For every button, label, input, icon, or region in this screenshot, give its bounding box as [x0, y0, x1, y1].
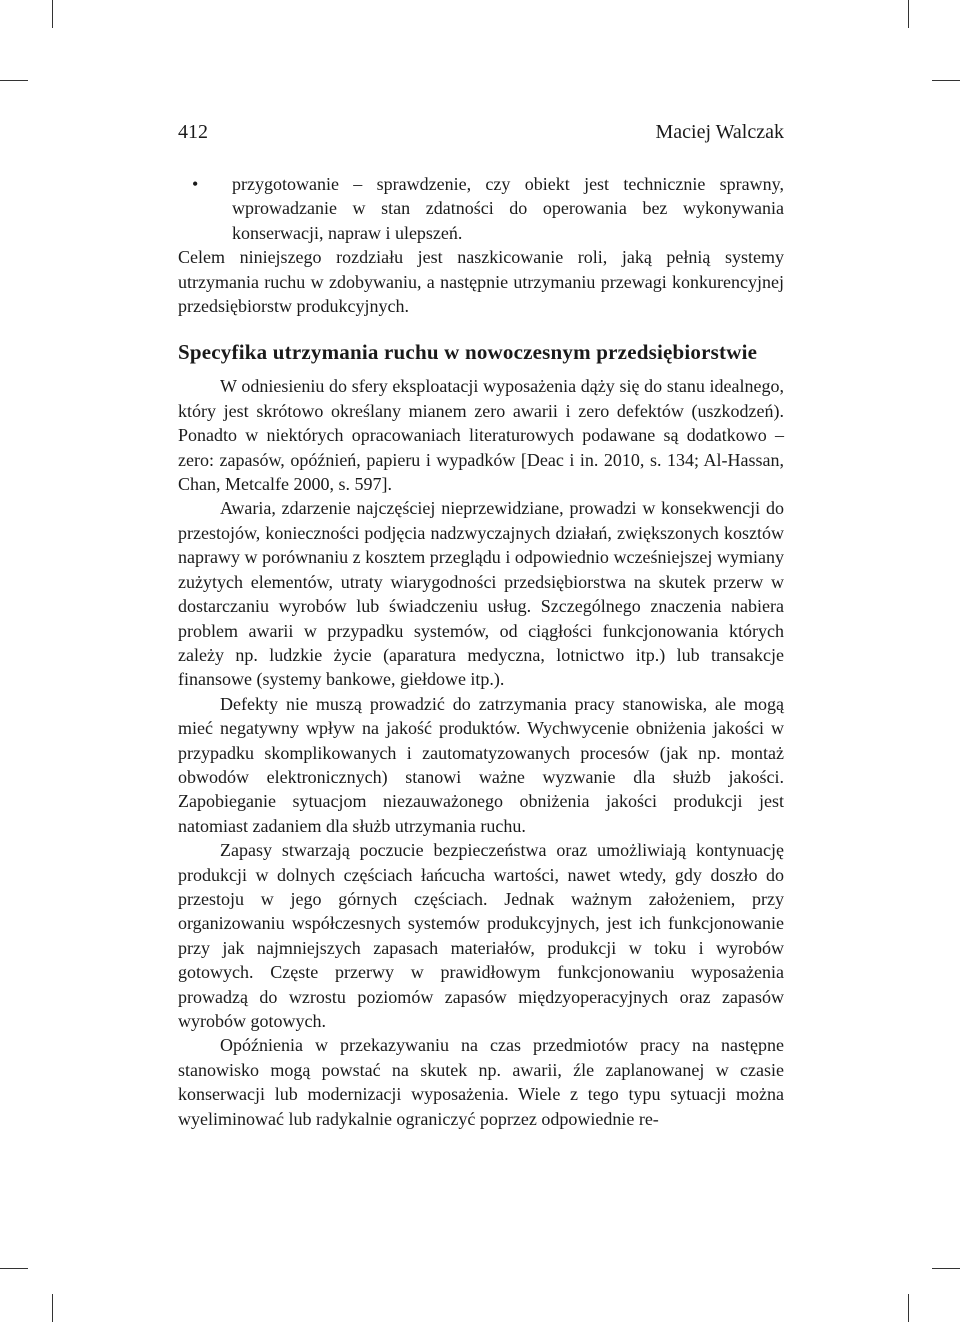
crop-mark-bottom-right — [908, 1294, 909, 1322]
running-header — [178, 121, 784, 147]
list-item-text: przygotowanie – sprawdzenie, czy obiekt jest technicznie sprawny, wprowadzanie w stan zdatności do operowania bez wykonywania konserwacji, napraw i ulepszeń. — [232, 174, 784, 243]
body-paragraph: Awaria, zdarzenie najczęściej nieprzewidziane, prowadzi w konsekwencji do przestojów, konieczności podjęcia nadzwyczajnych działań, zwiększonych kosztów naprawy w porównaniu z kosztem przeglądu i odpowiednio wcześniejszej wymiany zużytych elementów, utraty wiarygodności przedsiębiorstwa na skutek przerw w dostarczaniu wyrobów lub świadczeniu usług. Szczególnego znaczenia nabiera problem awarii w przypadku systemów, od ciągłości funkcjonowania których zależy np. ludzkie życie (aparatura medyczna, lotnictwo itp.) lub transakcje finansowe (systemy bankowe, giełdowe itp.). — [178, 498, 784, 690]
crop-mark-top-left-horizontal — [0, 80, 28, 81]
bullet-list — [178, 172, 784, 245]
body-paragraph: Defekty nie muszą prowadzić do zatrzymania pracy stanowiska, ale mogą mieć negatywny wpływ na jakość produktów. Wychwycenie obniżenia jakości w przypadku skomplikowanych i zautomatyzowanych procesów (jak np. montaż obwodów elektronicznych) stanowi ważne wyzwanie dla służb jakości. Zapobieganie sytuacjom niezauważonego obniżenia jakości produkcji jest natomiast zadaniem dla służb utrzymania ruchu. — [178, 693, 784, 836]
list-item — [178, 172, 784, 245]
page-body — [178, 172, 784, 1131]
body-paragraph: Opóźnienia w przekazywaniu na czas przedmiotów pracy na następne stanowisko mogą powstać na skutek np. awarii, źle zaplanowanej w czasie konserwacji lub modernizacji wyposażenia. Wiele z tego typu sytuacji można wyeliminować lub radykalnie ograniczyć poprzez odpowiednie re- — [178, 1035, 784, 1129]
body-paragraph: Zapasy stwarzają poczucie bezpieczeństwa oraz umożliwiają kontynuację produkcji w dolnych częściach łańcucha wartości, nawet wtedy, gdy doszło do przestoju w jego górnych częściach. Jednak ważnym założeniem, przy organizowaniu współczesnych systemów produkcyjnych, jest ich funkcjonowanie przy jak najmniejszych zapasach materiałów, produkcji w toku i wyrobów gotowych. Częste przerwy w prawidłowym funkcjonowaniu wyposażenia prowadzą do wzrostu poziomów zapasów międzyoperacyjnych oraz zapasów wyrobów gotowych. — [178, 840, 784, 1031]
crop-mark-bottom-right-horizontal — [932, 1268, 960, 1269]
page-number: 412 — [178, 121, 208, 143]
crop-mark-bottom-left — [52, 1294, 53, 1322]
crop-mark-top-right — [908, 0, 909, 28]
crop-mark-bottom-left-horizontal — [0, 1268, 28, 1269]
body-paragraph: W odniesieniu do sfery eksploatacji wyposażenia dąży się do stanu idealnego, który jest skrótowo określany mianem zero awarii i zero defektów (uszkodzeń). Ponadto w niektórych opracowaniach literaturowych podawane są dodatkowo – zero: zapasów, opóźnień, papieru i wypadków [Deac i in. 2010, s. 134; Al-Hassan, Chan, Metcalfe 2000, s. 597]. — [178, 376, 784, 495]
section-heading: Specyfika utrzymania ruchu w nowoczesnym przedsiębiorstwie — [178, 340, 758, 365]
crop-mark-top-right-horizontal — [932, 80, 960, 81]
running-head-author: Maciej Walczak — [655, 121, 784, 143]
intro-paragraph: Celem niniejszego rozdziału jest naszkicowanie roli, jaką pełnią systemy utrzymania ruchu w zdobywaniu, a następnie utrzymaniu przewagi konkurencyjnej przedsiębiorstw produkcyjnych. — [178, 247, 784, 317]
bullet-icon: • — [192, 174, 199, 194]
crop-mark-top-left — [52, 0, 53, 28]
